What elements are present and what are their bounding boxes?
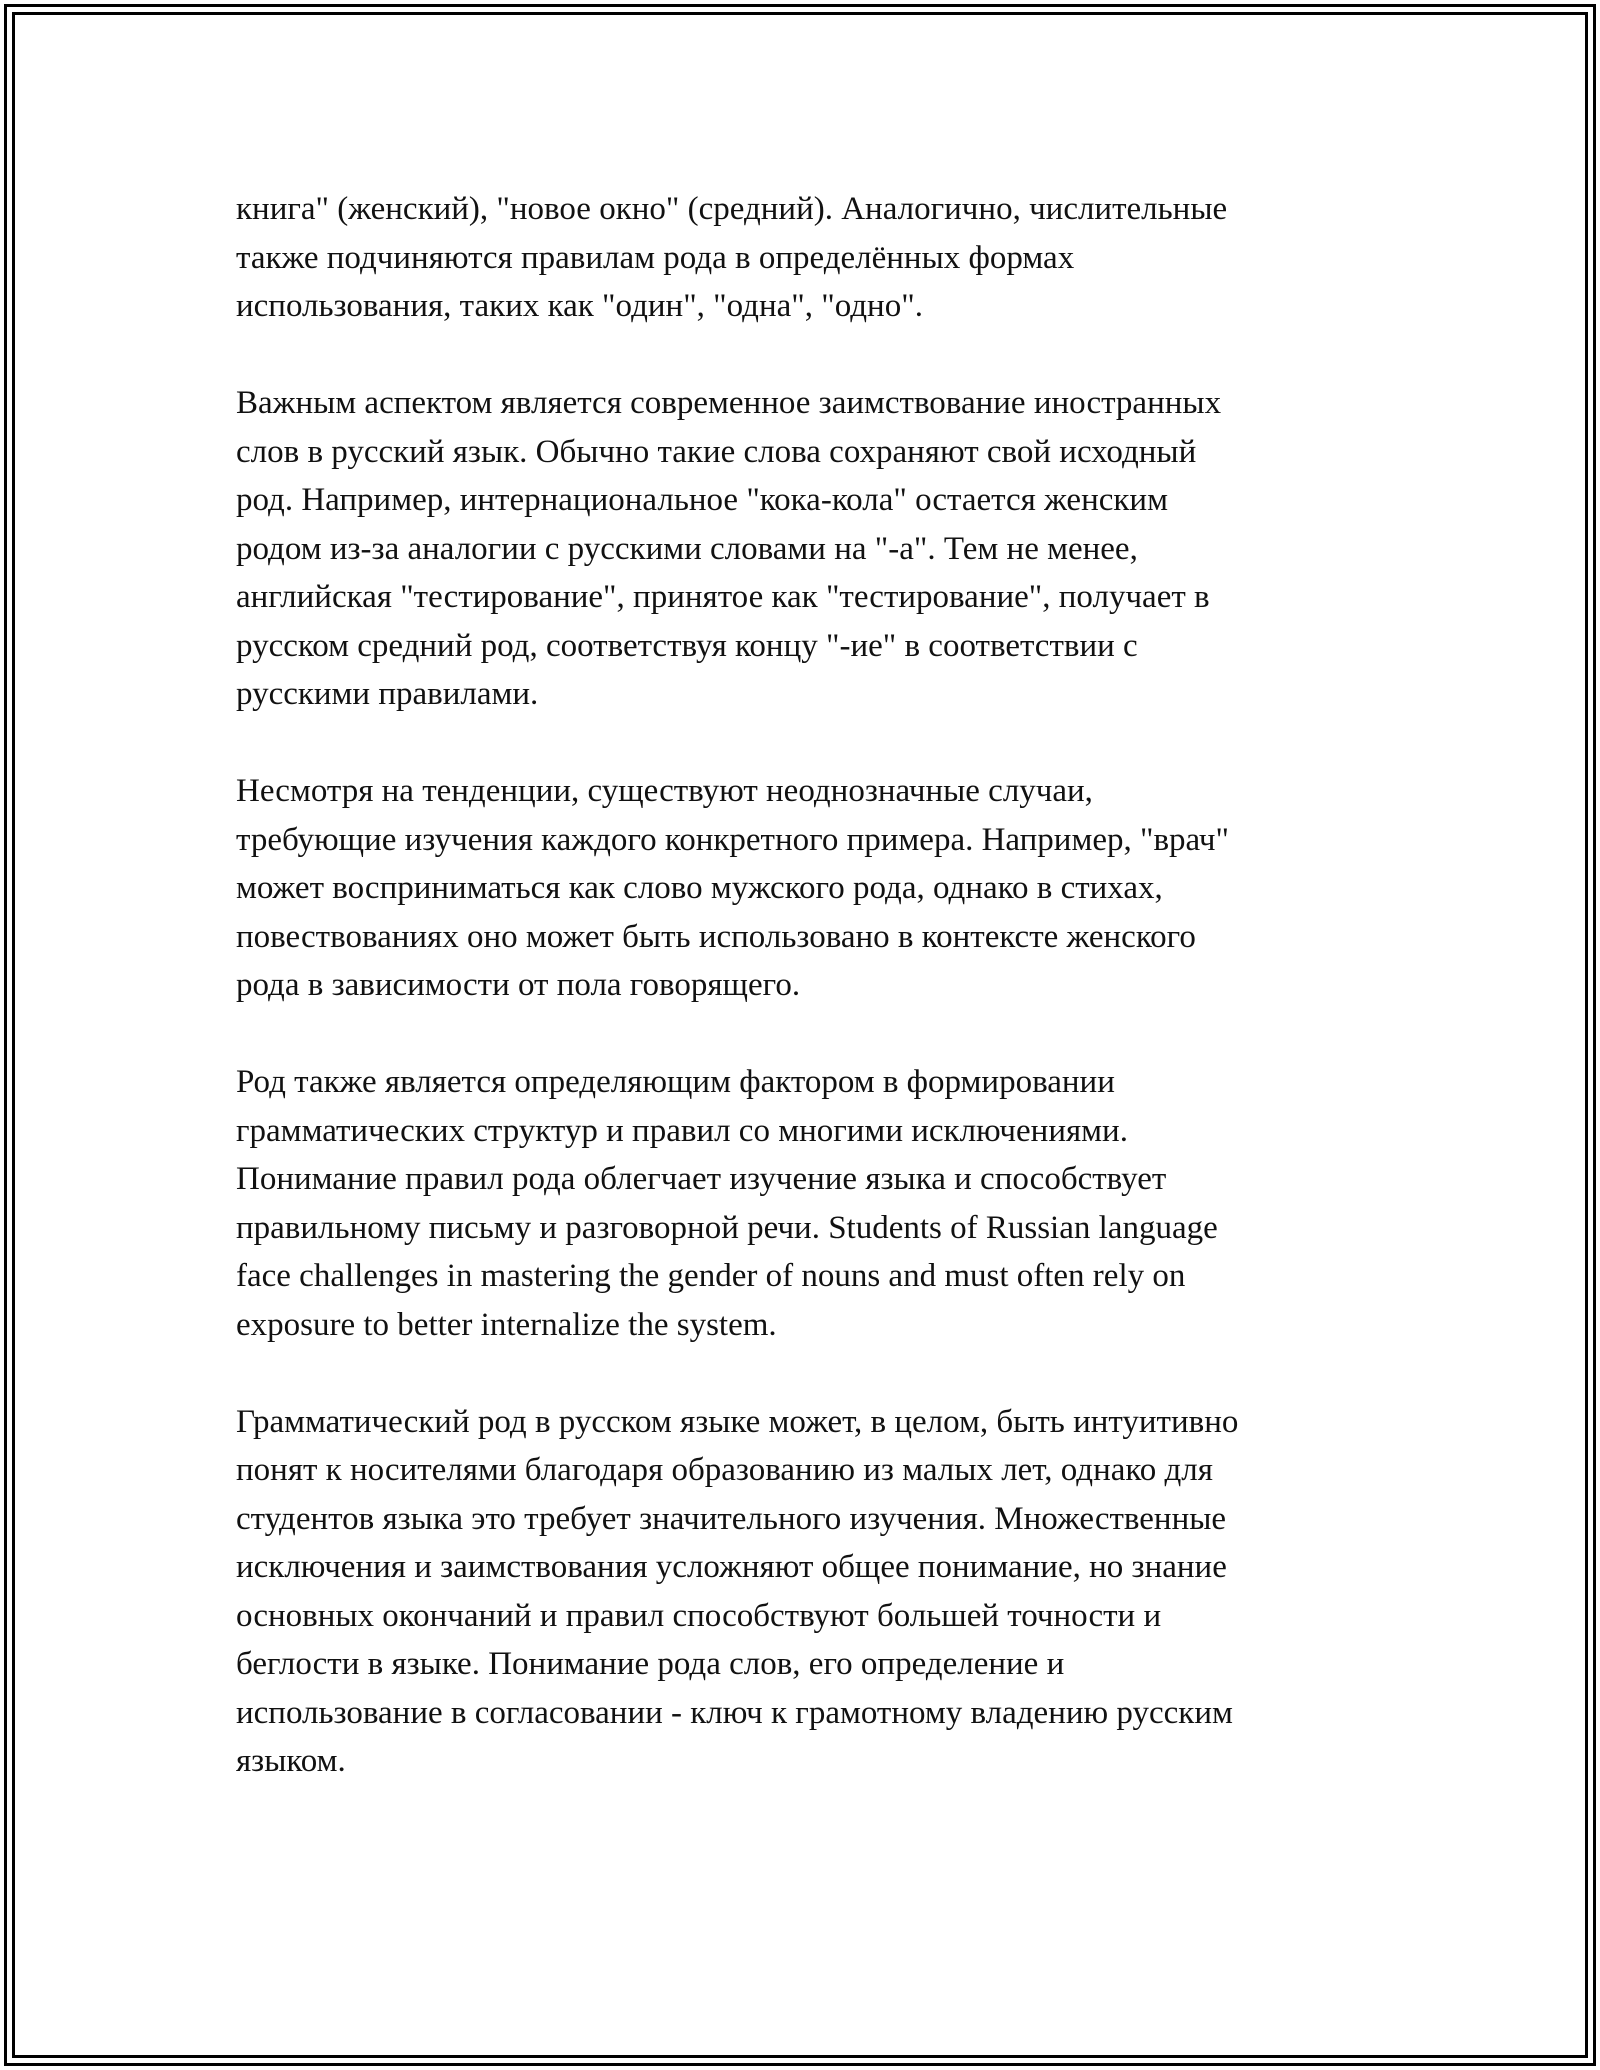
text-line: face challenges in mastering the gender of nouns and must often rely on xyxy=(236,1258,1186,1294)
text-line: грамматических структур и правил со многими исключениями. xyxy=(236,1112,1128,1149)
text-line: exposure to better internalize the system. xyxy=(236,1306,777,1343)
text-line: рода в зависимости от пола говорящего. xyxy=(236,967,801,1003)
text-line: основных окончаний и правил способствуют большей точности и xyxy=(236,1597,1162,1634)
text-line: род. Например, интернациональное "кока-кола" остается женским xyxy=(236,482,1168,518)
text-line: понят к носителями благодаря образованию из малых лет, однако для xyxy=(236,1452,1213,1488)
text-line: также подчиняются правилам рода в определённых формах xyxy=(236,239,1075,276)
text-line: Род также является определяющим фактором в формировании xyxy=(236,1064,1115,1100)
text-line: языком. xyxy=(236,1743,346,1779)
text-line: повествованиях оно может быть использовано в контексте женского xyxy=(236,918,1196,955)
text-line: правильному письму и разговорной речи. Students of Russian language xyxy=(236,1209,1218,1246)
paragraph-3 xyxy=(236,767,1386,1010)
paragraph-2 xyxy=(236,379,1386,719)
paragraph-1 xyxy=(236,185,1386,331)
text-line: Несмотря на тенденции, существуют неоднозначные случаи, xyxy=(236,773,1093,809)
text-line: исключения и заимствования усложняют общее понимание, но знание xyxy=(236,1549,1227,1585)
text-line: Важным аспектом является современное заимствование иностранных xyxy=(236,385,1222,421)
text-line: Грамматический род в русском языке может, в целом, быть интуитивно xyxy=(236,1403,1239,1440)
text-line: студентов языка это требует значительного изучения. Множественные xyxy=(236,1500,1227,1537)
text-line: книга" (женский), "новое окно" (средний). Аналогично, числительные xyxy=(236,191,1228,227)
text-line: родом из-за аналогии с русскими словами на "-а". Тем не менее, xyxy=(236,530,1138,567)
text-line: использование в согласовании - ключ к грамотному владению русским xyxy=(236,1694,1233,1731)
document-body xyxy=(236,185,1386,1834)
text-line: Понимание правил рода облегчает изучение языка и способствует xyxy=(236,1161,1167,1197)
paragraph-4 xyxy=(236,1058,1386,1349)
text-line: требующие изучения каждого конкретного примера. Например, "врач" xyxy=(236,821,1229,858)
text-line: слов в русский язык. Обычно такие слова сохраняют свой исходный xyxy=(236,433,1197,470)
text-line: может восприниматься как слово мужского рода, однако в стихах, xyxy=(236,870,1163,906)
text-line: русскими правилами. xyxy=(236,676,539,712)
text-line: использования, таких как "один", "одна", "одно". xyxy=(236,288,923,324)
text-line: беглости в языке. Понимание рода слов, его определение и xyxy=(236,1646,1065,1682)
text-line: русском средний род, соответствуя концу "-ие" в соответствии с xyxy=(236,627,1138,664)
paragraph-5 xyxy=(236,1398,1386,1786)
text-line: английская "тестирование", принятое как "тестирование", получает в xyxy=(236,579,1210,615)
